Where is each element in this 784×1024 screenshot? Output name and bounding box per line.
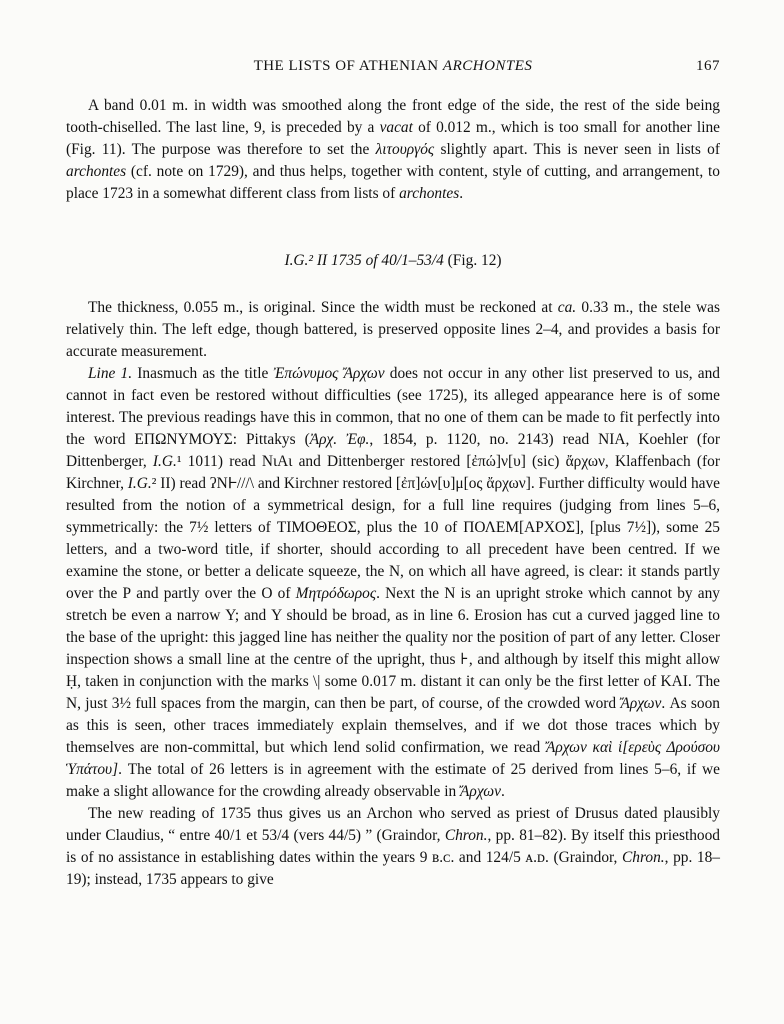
page-number: 167 xyxy=(696,58,720,74)
paragraph: Line 1. Inasmuch as the title Ἐπώνυμος Ἄρχων does not occur in any other list preserved to us, and cannot in fact even be restored without difficulties (see 1725), its alleged appearance here is of some interest. The previous readings have this in common, that no one of them can be made to fit perfectly into the word ΕΠΩΝΥΜΟΥΣ: Pittakys (Ἀρχ. Ἐφ., 1854, p. 1120, no. 2143) read ΝΙΑ, Koehler (for Dittenberger, I.G.¹ 1011) read ΝιΑι and Dittenberger restored [ἐπώ]ν[υ] (sic) ἄρχων, Klaffenbach (for Kirchner, I.G.² II) read ʔΝ𐅂///\ and Kirchner restored [ἐπ]ών[υ]μ[ος ἄρχων]. Further difficulty would have resulted from the notion of a symmetrical design, for a full line requires (judging from lines 5–6, symmetrically: the 7½ letters of ΤΙΜΟΘΕΟΣ, plus the 10 of ΠΟΛΕΜ[ΑΡΧΟΣ], [plus 7½]), some 25 letters, and a two-word title, if shorter, should according to all precedent have been centred. If we examine the stone, or better a delicate squeeze, the Ν, on which all have agreed, is clear: it stands partly over the Ρ and partly over the Ο of Μητρόδωρος. Next the Ν is an upright stroke which cannot by any stretch be even a narrow Υ; and Υ should be broad, as in line 6. Erosion has cut a curved jagged line to the base of the upright: this jagged line has neither the quality nor the position of part of any letter. Closer inspection shows a small line at the centre of the upright, thus ⊦, and although by itself this might allow Ḥ, taken in conjunction with the marks \| some 0.017 m. distant it can only be the first letter of ΚΑΙ. The Ν, just 3½ full spaces from the margin, can then be part, of course, of the crowded word Ἄρχων. As soon as this is seen, other traces immediately explain themselves, and if we dot those traces which by themselves are non-committal, but which lend solid confirmation, we read Ἄρχων καὶ ἱ[ερεὺς Δρούσου Ὑπάτου]. The total of 26 letters is in agreement with the estimate of 25 derived from lines 5–6, if we make a slight allowance for the crowding already observable in Ἄρχων. xyxy=(66,365,721,800)
running-title: THE LISTS OF ATHENIAN ARCHONTES xyxy=(253,58,533,74)
paragraph: The thickness, 0.055 m., is original. Since the width must be reckoned at ca. 0.33 m., the stele was relatively thin. The left edge, though battered, is preserved opposite lines 2–4, and provides a basis for accurate measurement. xyxy=(66,299,720,360)
body-text xyxy=(66,95,720,891)
section-heading: I.G.² II 1735 of 40/1–53/4 (Fig. 12) xyxy=(284,252,502,269)
paragraph: A band 0.01 m. in width was smoothed along the front edge of the side, the rest of the side being tooth-chiselled. The last line, 9, is preceded by a vacat of 0.012 m., which is too small for another line (Fig. 11). The purpose was therefore to set the λιτουργός slightly apart. This is never seen in lists of archontes (cf. note on 1729), and thus helps, together with content, style of cutting, and arrangement, to place 1723 in a somewhat different class from lists of archontes. xyxy=(66,97,720,202)
paragraph: The new reading of 1735 thus gives us an Archon who served as priest of Drusus dated plausibly under Claudius, “ entre 40/1 et 53/4 (vers 44/5) ” (Graindor, Chron., pp. 81–82). By itself this priesthood is of no assistance in establishing dates within the years 9 ʙ.ᴄ. and 124/5 ᴀ.ᴅ. (Graindor, Chron., pp. 18–19); instead, 1735 appears to give xyxy=(66,805,721,888)
